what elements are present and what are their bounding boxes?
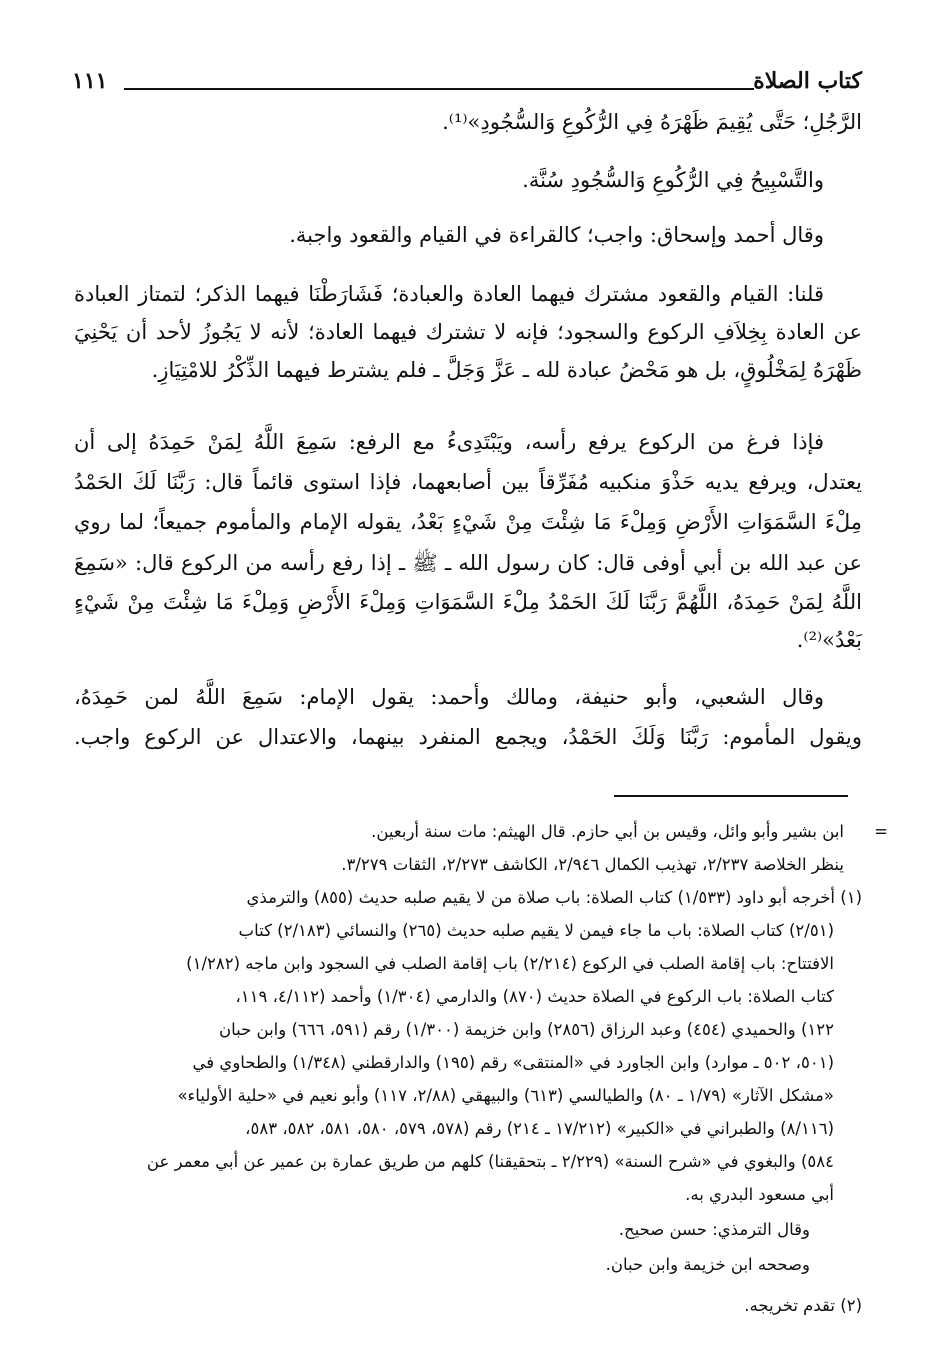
footnote-line: وقال الترمذي: حسن صحيح. xyxy=(618,1220,810,1239)
text-line: اللَّهُ لِمَنْ حَمِدَهُ، اللَّهُمَّ رَبَّنَا لَكَ الحَمْدُ مِلْءَ السَّمَوَاتِ وَمِلْءَ الأَرْضِ وَمِلْءَ مَا شِئْتَ مِنْ شَيْءٍ xyxy=(74,590,862,614)
footnote-line: أبي مسعود البدري به. xyxy=(685,1185,834,1204)
text-line: عن العادة بِخِلاَفِ الركوع والسجود؛ فإنه لا تشترك فيهما العادة؛ لأنه لا يَجُوزُ لأحد أن يَحْنِيَ xyxy=(74,320,862,344)
footnote-line: (٨/١١٦) والطبراني في «الكبير» (١٧/٢١٢ ـ ٢١٤) رقم (٥٧٨، ٥٧٩، ٥٨٠، ٥٨١، ٥٨٢، ٥٨٣، xyxy=(245,1119,834,1138)
text-line: وقال الشعبي، وأبو حنيفة، ومالك وأحمد: يقول الإمام: سَمِعَ اللَّهُ لمن حَمِدَهُ، xyxy=(74,685,824,709)
footnote-line: ابن بشير وأبو وائل، وقيس بن أبي حازم. قال الهيثم: مات سنة أربعين. xyxy=(371,822,844,841)
footnote-line: الافتتاح: باب إقامة الصلب في الركوع (٢/٢١٤) باب إقامة الصلب في السجود وابن ماجه (١/٢٨٢) xyxy=(186,954,834,973)
text-line: قلنا: القيام والقعود مشترك فيهما العادة والعبادة؛ فَشَارَطْنَا فيهما الذكر؛ لتمتاز العبادة xyxy=(74,282,824,306)
footnote-line: كتاب الصلاة: باب الركوع في الصلاة حديث (٨٧٠) والدارمي (١/٣٠٤) وأحمد (٤/١١٢، ١١٩، xyxy=(235,987,834,1006)
footnote-line: ينظر الخلاصة ٢/٢٣٧، تهذيب الكمال ٢/٩٤٦، الكاشف ٢/٢٧٣، الثقات ٣/٢٧٩. xyxy=(341,855,844,874)
text-line: وقال أحمد وإسحاق: واجب؛ كالقراءة في القيام والقعود واجبة. xyxy=(289,223,824,247)
page-number: ١١١ xyxy=(72,68,108,94)
text-line: ويقول المأموم: رَبَّنَا وَلَكَ الحَمْدُ، ويجمع المنفرد بينهما، والاعتدال عن الركوع واجب. xyxy=(74,725,862,749)
footnote-line: ٥٨٤) والبغوي في «شرح السنة» (٢/٢٢٩ ـ بتحقيقنا) كلهم من طريق عمارة بن عمير عن أبي معمر عن xyxy=(146,1152,834,1171)
footnote-line: (٢) تقدم تخريجه. xyxy=(744,1296,862,1315)
text-line: والتَّسْبِيحُ فِي الرُّكُوعِ وَالسُّجُودِ سُنَّة. xyxy=(522,168,824,192)
footnote-line: (٥٠١، ٥٠٢ ـ موارد) وابن الجاورد في «المنتقى» رقم (١٩٥) والدارقطني (١/٣٤٨) والطحاوي في xyxy=(192,1053,834,1072)
footnote-line: «مشكل الآثار» (١/٧٩ ـ ٨٠) والطيالسي (٦١٣) والبيهقي (٢/٨٨، ١١٧) وأبو نعيم في «حلية الأولياء» xyxy=(177,1086,834,1105)
footnote-line: (٢/٥١) كتاب الصلاة: باب ما جاء فيمن لا يقيم صلبه حديث (٢٦٥) والنسائي (٢/١٨٣) كتاب xyxy=(238,921,834,940)
continuation-mark: = xyxy=(874,822,888,841)
footnote-line: (١) أخرجه أبو داود (١/٥٣٣) كتاب الصلاة: باب صلاة من لا يقيم صلبه حديث (٨٥٥) والترمذي xyxy=(246,888,862,907)
footnote-line: ١٢٢) والحميدي (٤٥٤) وعبد الرزاق (٢٨٥٦) وابن خزيمة (١/٣٠٠) رقم (٥٩١، ٦٦٦) وابن حبان xyxy=(218,1020,834,1039)
footnotes xyxy=(74,0,888,1340)
text-line: الرَّجُلِ؛ حَتَّى يُقِيمَ ظَهْرَهُ فِي الرُّكُوعِ وَالسُّجُودِ»⁽¹⁾. xyxy=(442,110,862,134)
text-line: بَعْدُ»⁽²⁾. xyxy=(796,628,862,652)
footnote-line: وصححه ابن خزيمة وابن حبان. xyxy=(605,1255,810,1274)
chapter-title: كتاب الصلاة xyxy=(753,68,862,94)
text-line: مِلْءَ السَّمَوَاتِ الأَرْضِ وَمِلْءَ مَا شِئْتَ مِنْ شَيْءٍ بَعْدُ، يقوله الإمام والمأموم جميعاً؛ لما روي xyxy=(74,510,862,534)
text-line: ظَهْرَهُ لِمَخْلُوقٍ، بل هو مَحْضُ عبادة لله ـ عَزَّ وَجَلَّ ـ فلم يشترط فيهما الذِّكْرُ للامْتِيَازِ. xyxy=(151,358,862,382)
text-line: فإذا فرغ من الركوع يرفع رأسه، ويَبْتَدِىءُ مع الرفع: سَمِعَ اللَّهُ لِمَنْ حَمِدَهُ إلى أن xyxy=(74,430,824,454)
text-line: عن عبد الله بن أبي أوفى قال: كان رسول الله ـ ﷺ ـ إذا رفع رأسه من الركوع قال: «سَمِعَ xyxy=(74,551,862,575)
text-line: يعتدل، ويرفع يديه حَذْوَ منكبيه مُفَرِّقاً بين أصابعهما، فإذا استوى قائماً قال: رَبَّنَا لَكَ الحَمْدُ xyxy=(74,470,862,494)
